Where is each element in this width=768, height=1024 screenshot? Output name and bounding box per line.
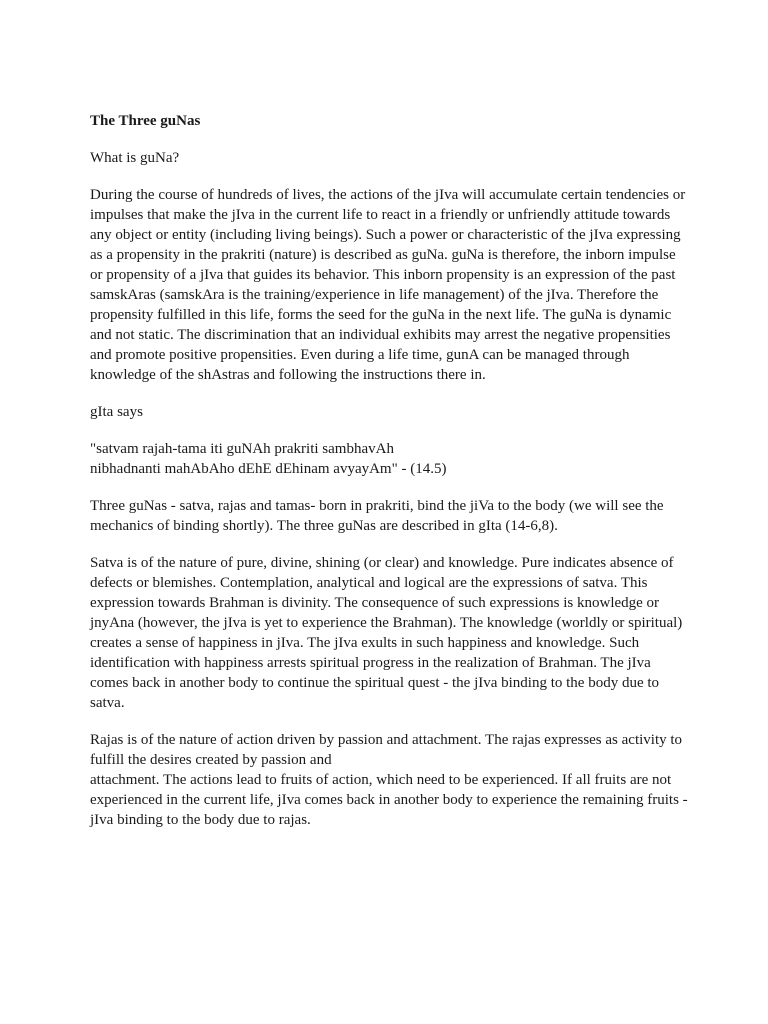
- paragraph-rajas-part-2: attachment. The actions lead to fruits of action, which need to be experienced. If all fruits are not experienced in the current life, jIva comes back in another body to experience the remaining fruits - jIva binding to the body due to rajas.: [90, 772, 688, 828]
- section-question: What is guNa?: [90, 150, 180, 166]
- gita-quote-line-2: nibhadnanti mahAbAho dEhE dEhinam avyayAm" - (14.5): [90, 461, 447, 477]
- document-title: The Three guNas: [90, 113, 201, 129]
- paragraph-rajas-part-1: Rajas is of the nature of action driven by passion and attachment. The rajas expresses as activity to fulfill the desires created by passion and: [90, 732, 683, 768]
- paragraph-satva: Satva is of the nature of pure, divine, shining (or clear) and knowledge. Pure indicates absence of defects or blemishes. Contemplation, analytical and logical are the expressions of satva. This expression towards Brahman is divinity. The consequence of such expressions is knowledge or jnyAna (however, the jIva is yet to experience the Brahman). The knowledge (worldly or spiritual) creates a sense of happiness in jIva. The jIva exults in such happiness and knowledge. Such identification with happiness arrests spiritual progress in the realization of Brahman. The jIva comes back in another body to continue the spiritual quest - the jIva binding to the body due to satva.: [90, 555, 683, 711]
- document-body: [90, 111, 690, 847]
- gita-quote-line-1: "satvam rajah-tama iti guNAh prakriti sambhavAh: [90, 441, 394, 457]
- gita-quote: [90, 439, 690, 479]
- paragraph-three-gunas: Three guNas - satva, rajas and tamas- born in prakriti, bind the jiVa to the body (we will see the mechanics of binding shortly). The three guNas are described in gIta (14-6,8).: [90, 498, 664, 534]
- gita-says-label: gIta says: [90, 404, 143, 420]
- paragraph-rajas: [90, 730, 690, 830]
- paragraph-guna-definition: During the course of hundreds of lives, the actions of the jIva will accumulate certain tendencies or impulses that make the jIva in the current life to react in a friendly or unfriendly attitude towards any object or entity (including living beings). Such a power or characteristic of the jIva expressing as a propensity in the prakriti (nature) is described as guNa. guNa is therefore, the inborn impulse or propensity of a jIva that guides its behavior. This inborn propensity is an expression of the past samskAras (samskAra is the training/experience in life management) of the jIva. Therefore the propensity fulfilled in this life, forms the seed for the guNa in the next life. The guNa is dynamic and not static. The discrimination that an individual exhibits may arrest the negative propensities and promote positive propensities. Even during a life time, gunA can be managed through knowledge of the shAstras and following the instructions there in.: [90, 187, 686, 383]
